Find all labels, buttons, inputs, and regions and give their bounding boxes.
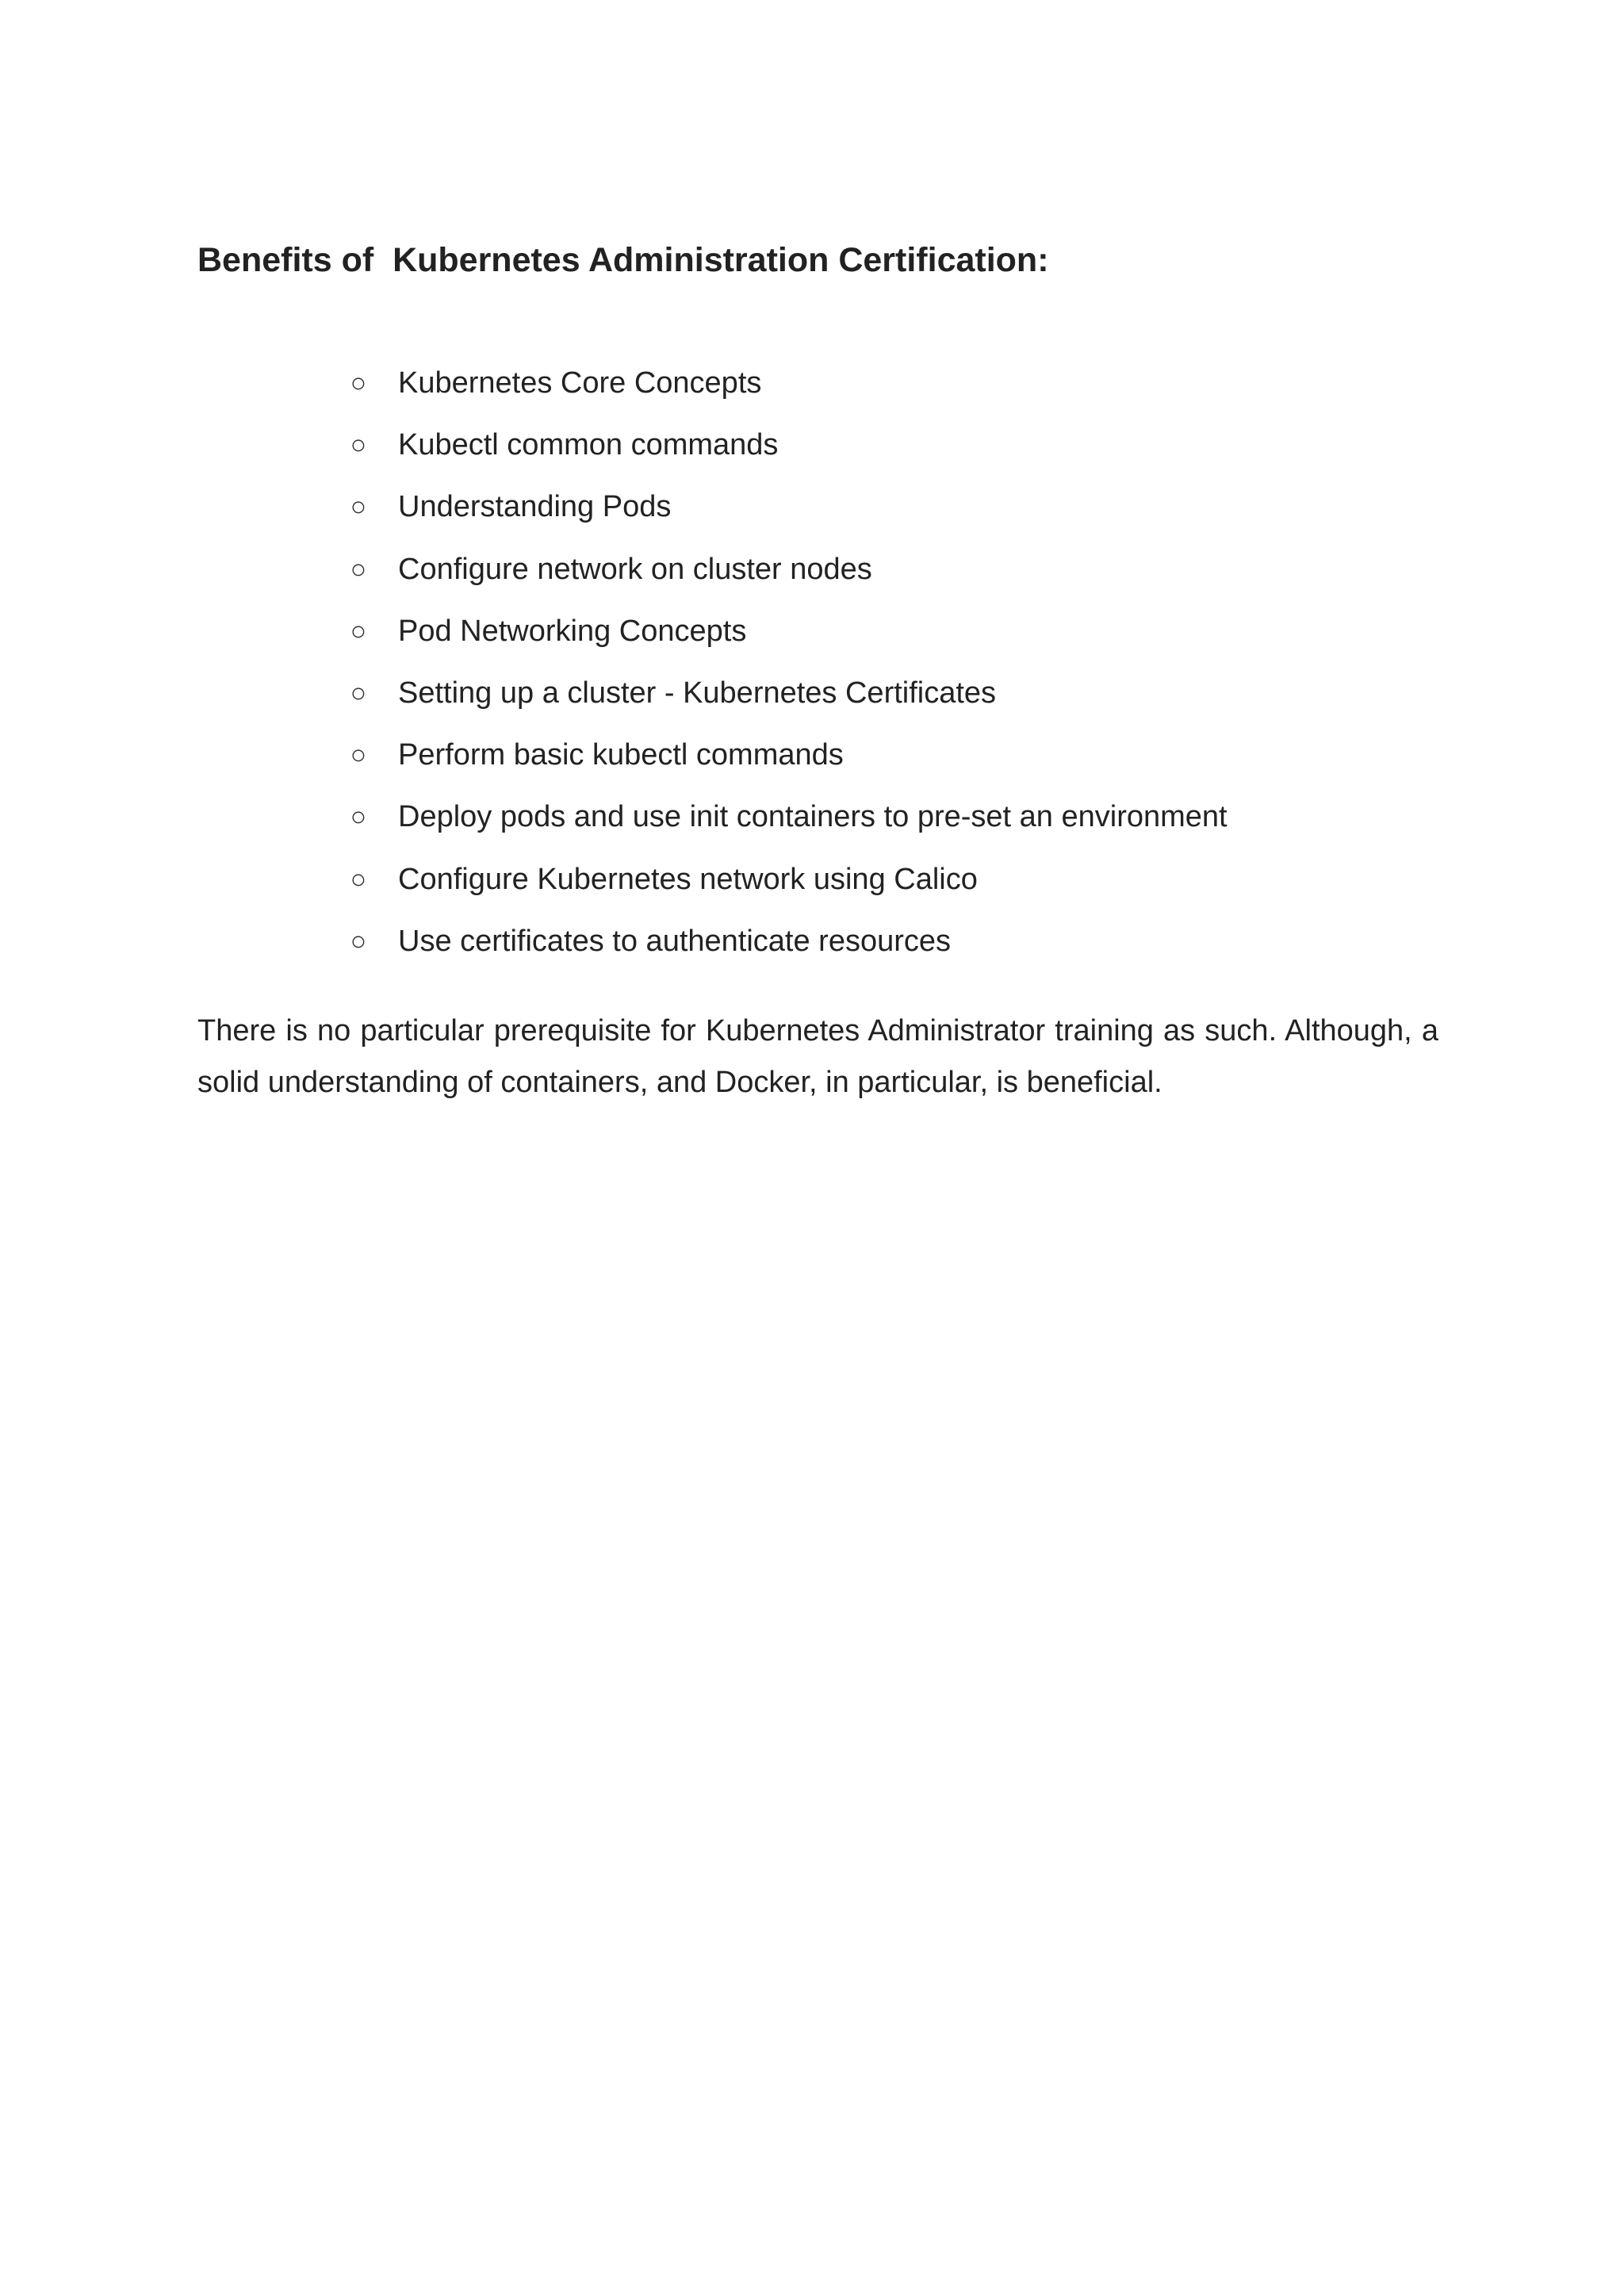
prerequisite-paragraph: There is no particular prerequisite for Kubernetes Administrator training as such. Although, a solid understanding of containers, and Docker, in particular, is beneficial. (197, 1014, 1438, 1099)
list-item-text: Kubernetes Core Concepts (398, 366, 762, 400)
list-item-text: Setting up a cluster - Kubernetes Certificates (398, 676, 997, 710)
list-item-text: Use certificates to authenticate resources (398, 924, 952, 958)
circle-bullet-icon: ○ (350, 740, 367, 771)
list-item-text: Kubectl common commands (398, 428, 779, 462)
circle-bullet-icon: ○ (350, 368, 367, 398)
section-heading: Benefits of Kubernetes Administration Certification: (197, 241, 1049, 279)
circle-bullet-icon: ○ (350, 430, 367, 461)
circle-bullet-icon: ○ (350, 677, 367, 708)
circle-bullet-icon: ○ (350, 864, 367, 894)
list-item-text: Configure Kubernetes network using Calico (398, 862, 978, 896)
circle-bullet-icon: ○ (350, 615, 367, 646)
circle-bullet-icon: ○ (350, 553, 367, 584)
circle-bullet-icon: ○ (350, 492, 367, 523)
circle-bullet-icon: ○ (350, 802, 367, 833)
list-item-text: Pod Networking Concepts (398, 614, 747, 648)
circle-bullet-icon: ○ (350, 925, 367, 956)
list-item-text: Deploy pods and use init containers to pre-set an environment (398, 800, 1228, 834)
list-item-text: Understanding Pods (398, 490, 672, 524)
list-item-text: Configure network on cluster nodes (398, 552, 872, 586)
list-item-text: Perform basic kubectl commands (398, 738, 844, 772)
